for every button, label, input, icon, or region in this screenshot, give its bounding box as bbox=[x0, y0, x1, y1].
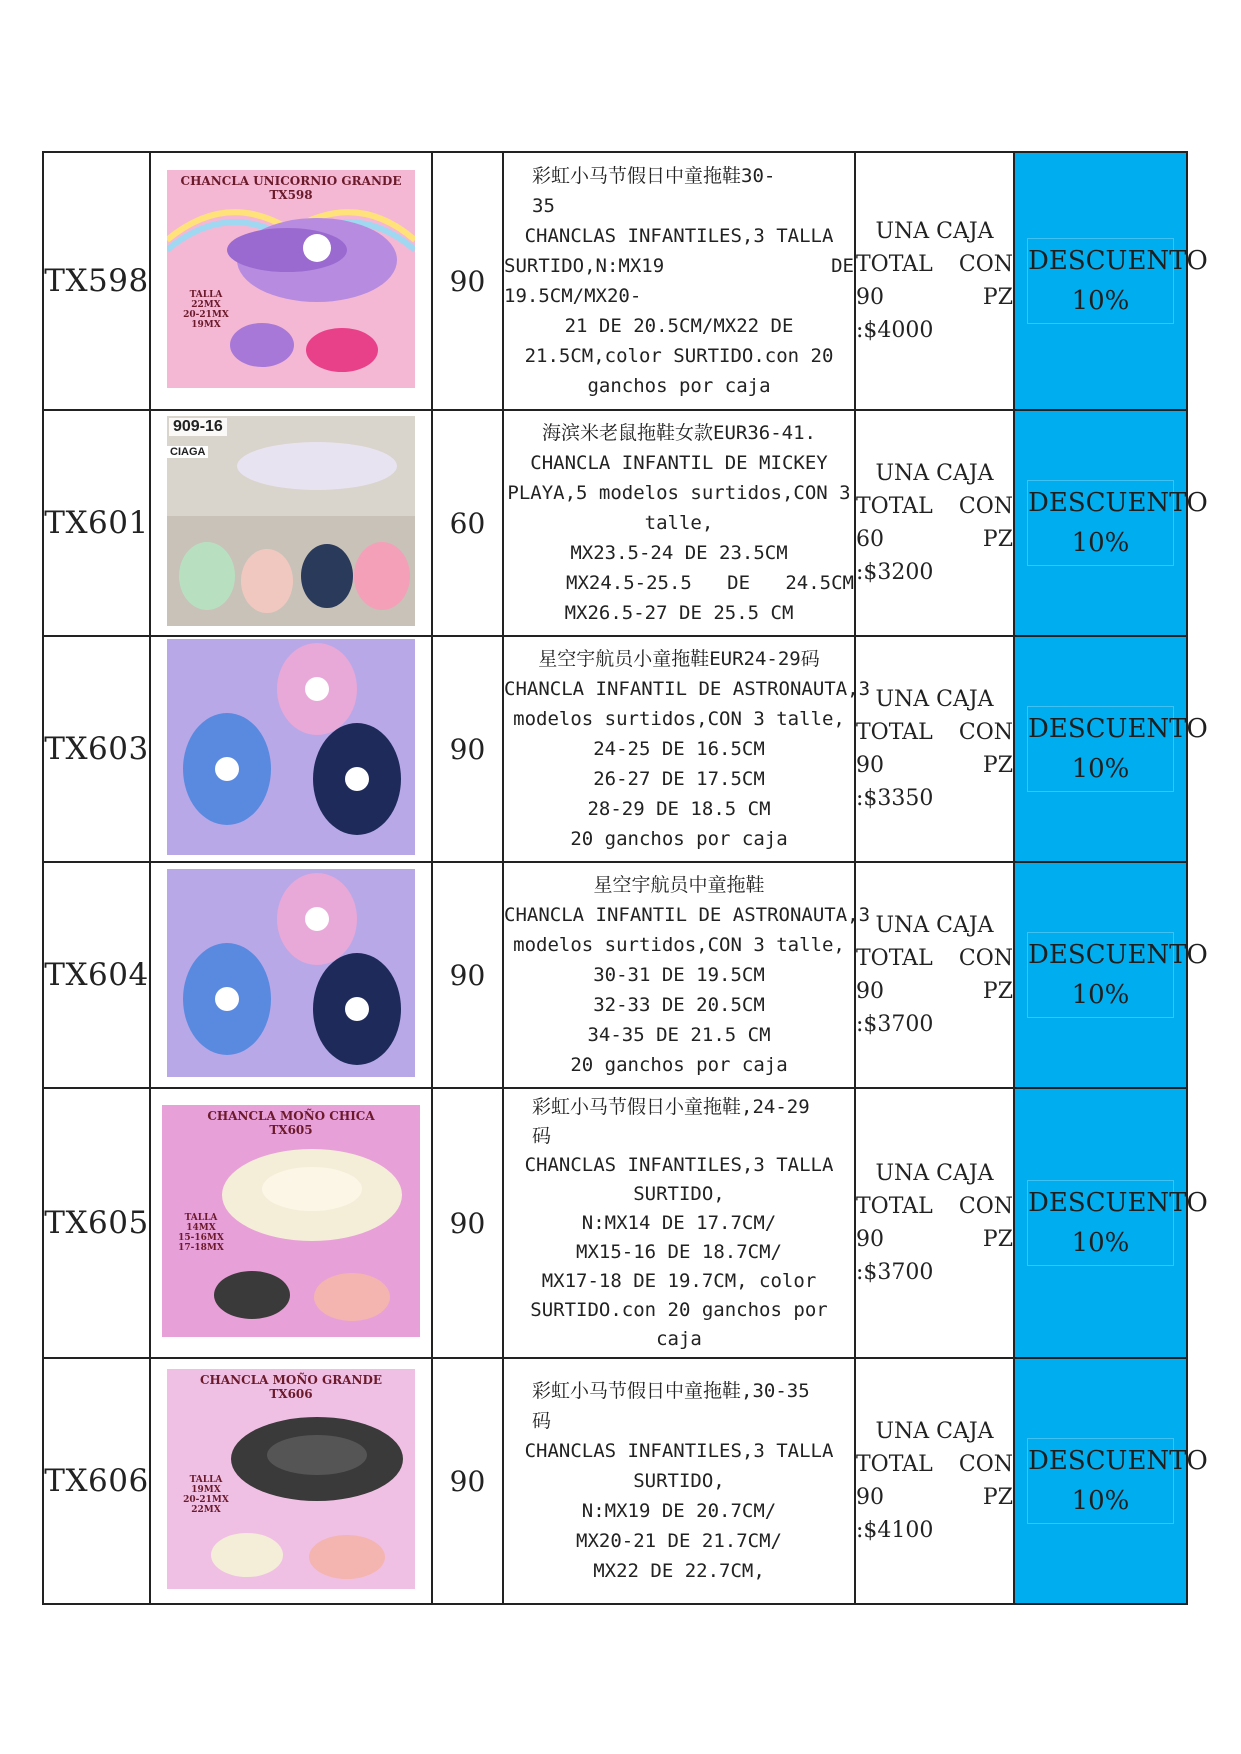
image-caption: CHANCLA MOÑO CHICA TX605 bbox=[207, 1109, 375, 1137]
discount-value: 10% bbox=[1071, 980, 1130, 1010]
table-row bbox=[43, 1358, 1187, 1604]
quantity: 90 bbox=[432, 1088, 503, 1358]
discount-label: DESCUENTO bbox=[1028, 1188, 1208, 1218]
quantity: 90 bbox=[432, 636, 503, 862]
description: 星空宇航员中童拖鞋 CHANCLA INFANTIL DE ASTRONAUTA,3 modelos surtidos,CON 3 talle, 30-31 DE 19.5CM 32-33 DE 20.5CM 34-35 DE 21.5 CM 20 ganchos por caja bbox=[503, 862, 855, 1088]
discount-cell bbox=[1014, 636, 1208, 862]
discount-label: DESCUENTO bbox=[1028, 246, 1208, 276]
product-code: TX601 bbox=[43, 410, 150, 636]
discount-cell bbox=[1014, 862, 1208, 1088]
product-image bbox=[162, 1105, 420, 1337]
discount-label: DESCUENTO bbox=[1028, 488, 1208, 518]
image-size-list: TALLA 14MX 15-16MX 17-18MX bbox=[178, 1213, 224, 1253]
discount-cell bbox=[1014, 152, 1208, 410]
description: 彩虹小马节假日中童拖鞋,30-35 码 CHANCLAS INFANTILES,3 TALLA SURTIDO, N:MX19 DE 20.7CM/ MX20-21 DE 21.7CM/ MX22 DE 22.7CM, bbox=[503, 1358, 855, 1604]
price-amount: :$4100 bbox=[856, 1518, 934, 1543]
product-code: TX605 bbox=[43, 1088, 150, 1358]
image-size-list: TALLA 22MX 20-21MX 19MX bbox=[183, 290, 229, 330]
product-image-cell bbox=[150, 862, 432, 1088]
price-cell: UNA CAJA TOTAL CON 60 PZ :$3200 bbox=[855, 410, 1014, 636]
table-row bbox=[43, 636, 1187, 862]
quantity: 90 bbox=[432, 152, 503, 410]
table-row bbox=[43, 1088, 1187, 1358]
product-image-cell bbox=[150, 152, 432, 410]
discount-label: DESCUENTO bbox=[1028, 714, 1208, 744]
product-image-cell bbox=[150, 1088, 432, 1358]
price-cell: UNA CAJA TOTAL CON 90 PZ :$3700 bbox=[855, 862, 1014, 1088]
product-image-cell bbox=[150, 410, 432, 636]
product-image bbox=[167, 639, 415, 855]
description: 星空宇航员小童拖鞋EUR24-29码 CHANCLA INFANTIL DE ASTRONAUTA,3 modelos surtidos,CON 3 talle, 24-25 DE 16.5CM 26-27 DE 17.5CM 28-29 DE 18.5 CM 20 ganchos por caja bbox=[503, 636, 855, 862]
price-amount: :$3700 bbox=[856, 1012, 934, 1037]
product-image bbox=[167, 170, 415, 388]
description: 彩虹小马节假日小童拖鞋,24-29 码 CHANCLAS INFANTILES,3 TALLA SURTIDO, N:MX14 DE 17.7CM/ MX15-16 DE 18.7CM/ MX17-18 DE 19.7CM, color SURTIDO.con 20 ganchos por caja bbox=[503, 1088, 855, 1358]
table-row bbox=[43, 862, 1187, 1088]
price-amount: :$3350 bbox=[856, 786, 934, 811]
quantity: 90 bbox=[432, 862, 503, 1088]
price-cell: UNA CAJA TOTAL CON 90 PZ :$3700 bbox=[855, 1088, 1014, 1358]
image-size-list: TALLA 19MX 20-21MX 22MX bbox=[183, 1475, 229, 1515]
image-caption: CHANCLA MOÑO GRANDE TX606 bbox=[199, 1373, 383, 1401]
discount-cell bbox=[1014, 1358, 1208, 1604]
discount-label: DESCUENTO bbox=[1028, 1446, 1208, 1476]
discount-value: 10% bbox=[1071, 1486, 1130, 1516]
description: 海滨米老鼠拖鞋女款EUR36-41. CHANCLA INFANTIL DE MICKEY PLAYA,5 modelos surtidos,CON 3 talle, MX23.5-24 DE 23.5CM MX24.5-25.5 DE 24.5CM MX26.5-27 DE 25.5 CM bbox=[503, 410, 855, 636]
product-table bbox=[42, 151, 1208, 1605]
price-amount: :$4000 bbox=[856, 318, 934, 343]
discount-value: 10% bbox=[1071, 754, 1130, 784]
quantity: 90 bbox=[432, 1358, 503, 1604]
table-row bbox=[43, 152, 1187, 410]
product-image bbox=[167, 1369, 415, 1589]
price-cell: UNA CAJA TOTAL CON 90 PZ :$4100 bbox=[855, 1358, 1014, 1604]
price-amount: :$3700 bbox=[856, 1260, 934, 1285]
discount-value: 10% bbox=[1071, 1228, 1130, 1258]
product-image bbox=[167, 869, 415, 1077]
product-code: TX603 bbox=[43, 636, 150, 862]
description: 彩虹小马节假日中童拖鞋30- 35 CHANCLAS INFANTILES,3 TALLA SURTIDO,N:MX19 DE 19.5CM/MX20- 21 DE 20.5CM/MX22 DE 21.5CM,color SURTIDO.con 20 ganchos por caja bbox=[503, 152, 855, 410]
price-amount: :$3200 bbox=[856, 560, 934, 585]
discount-label: DESCUENTO bbox=[1028, 940, 1208, 970]
discount-value: 10% bbox=[1071, 286, 1130, 316]
discount-cell bbox=[1014, 1088, 1208, 1358]
product-image bbox=[167, 416, 415, 626]
image-caption: CHANCLA UNICORNIO GRANDE TX598 bbox=[180, 174, 402, 202]
product-code: TX604 bbox=[43, 862, 150, 1088]
image-tag: 909-16 bbox=[169, 418, 227, 436]
price-cell: UNA CAJA TOTAL CON 90 PZ :$4000 bbox=[855, 152, 1014, 410]
product-image-cell bbox=[150, 636, 432, 862]
discount-value: 10% bbox=[1071, 528, 1130, 558]
product-image-cell bbox=[150, 1358, 432, 1604]
product-code: TX598 bbox=[43, 152, 150, 410]
quantity: 60 bbox=[432, 410, 503, 636]
table-row bbox=[43, 410, 1187, 636]
price-cell: UNA CAJA TOTAL CON 90 PZ :$3350 bbox=[855, 636, 1014, 862]
image-brand: CIAGA bbox=[167, 446, 208, 458]
discount-cell bbox=[1014, 410, 1208, 636]
product-code: TX606 bbox=[43, 1358, 150, 1604]
